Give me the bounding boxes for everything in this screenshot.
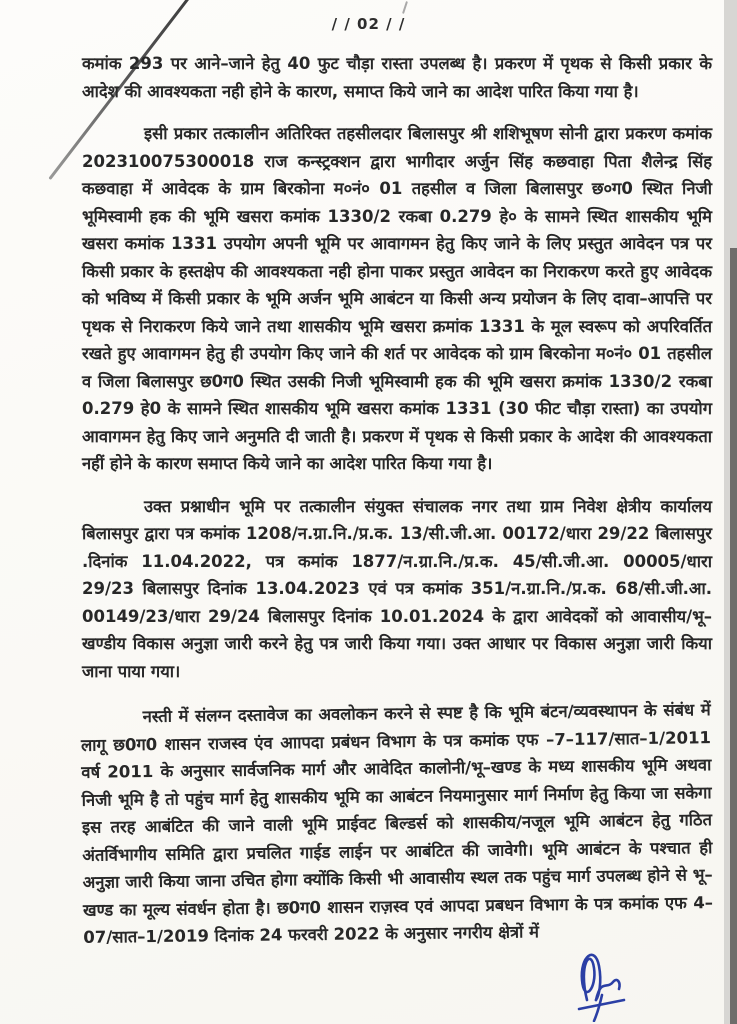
document-body [82, 50, 712, 963]
paragraph-3: उक्त प्रश्नाधीन भूमि पर तत्कालीन संयुक्त संचालक नगर तथा ग्राम निवेश क्षेत्रीय कार्यालय बिलासपुर द्वारा पत्र कमांक 1208/न.ग्रा.नि./प्र.क. 13/सी.जी.आ. 00172/धारा 29/22 बिलासपुर .दिनांक 11.04.2022, पत्र कमांक 1877/न.ग्रा.नि./प्र.क. 45/सी.जी.आ. 00005/धारा 29/23 बिलासपुर दिनांक 13.04.2023 एवं पत्र कमांक 351/न.ग्रा.नि./प्र.क. 68/सी.जी.आ. 00149/23/धारा 29/24 बिलासपुर दिनांक 10.01.2024 के द्वारा आवेदकों को आवासीय/भू–खण्डीय विकास अनुज्ञा जारी करने हेतु पत्र जारी किया गया। उक्त आधार पर विकास अनुज्ञा जारी किया जाना पाया गया। [82, 496, 712, 681]
page-number: / / 02 / / [331, 15, 406, 33]
paragraph-2: इसी प्रकार तत्कालीन अतिरिक्त तहसीलदार बिलासपुर श्री शशिभूषण सोनी द्वारा प्रकरण कमांक 202310075300018 राज कन्स्ट्रक्शन द्वारा भागीदार अर्जुन सिंह कछवाहा पिता शैलेन्द्र सिंह कछवाहा में आवेदक के ग्राम बिरकोना म०नं० 01 तहसील व जिला बिलासपुर छ०ग0 स्थित निजी भूमिस्वामी हक की भूमि खसरा कमांक 1330/2 रकबा 0.279 हे० के सामने स्थित शासकीय भूमि खसरा कमांक 1331 उपयोग अपनी भूमि पर आवागमन हेतु किए जाने के लिए प्रस्तुत आवेदन पत्र पर किसी प्रकार के हस्तक्षेप की आवश्यकता नही होना पाकर प्रस्तुत आवेदन का निराकरण करते हुए आवेदक को भविष्य में किसी प्रकार के भूमि अर्जन भूमि आबंटन या किसी अन्य प्रयोजन के लिए दावा–आपत्ति पर पृथक से निराकरण किये जाने तथा शासकीय भूमि खसरा क्रमांक 1331 के मूल स्वरूप को अपरिवर्तित रखते हुए आवागमन हेतु ही उपयोग किए जाने की शर्त पर आवेदक को ग्राम बिरकोना म०नं० 01 तहसील व जिला बिलासपुर छ0ग0 स्थित उसकी निजी भूमिस्वामी हक की भूमि खसरा क्रमांक 1330/2 रकबा 0.279 हे0 के सामने स्थित शासकीय भूमि खसरा कमांक 1331 (30 फीट चौड़ा रास्ता) का उपयोग आवागमन हेतु किए जाने अनुमति दी जाती है। प्रकरण में पृथक से किसी प्रकार के आदेश की आवश्यकता नहीं होने के कारण समाप्त किये जाने का आदेश पारित किया गया है। [82, 124, 712, 473]
scan-edge-dark-artifact [730, 248, 737, 1024]
paragraph-4: नस्ती में संलग्न दस्तावेज का अवलोकन करने से स्पष्ट है कि भूमि बंटन/व्यवस्थापन के संबंध में लागू छ0ग0 शासन राजस्व एंव आापदा प्रबंधन विभाग के पत्र कमांक एफ –7–117/सात–1/2011 वर्ष 2011 के अनुसार सार्वजनिक मार्ग और आवेदित कालोनी/भू–खण्ड के मध्य शासकीय भूमि अथवा निजी भूमि है तो पहुंच मार्ग हेतु शासकीय भूमि का आबंटन नियमानुसार मार्ग निर्माण हेतु किया जा सकेगा इस तरह आबंटित की जाने वाली भूमि प्राईवट बिल्डर्स को शासकीय/नजूल भूमि आबंटन हेतु गठित अंतर्विभागीय समिति द्वारा प्रचलित गाईड लाईन पर आबंटित की जावेगी। भूमि आबंटन के पश्चात ही अनुज्ञा जारी किया जाना उचित होगा क्योंकि किसी भी आवासीय स्थल तक पहुंच मार्ग उपलब्ध होने से भू–खण्ड का मूल्य संवर्धन होता है। छ0ग0 शासन राज़स्व एवं आपदा प्रबधन विभाग के पत्र कमांक एफ 4–07/सात–1/2019 दिनांक 24 फरवरी 2022 के अनुसार नगरीय क्षेत्रों में [80, 700, 714, 947]
paragraph-1: कमांक 293 पर आने–जाने हेतु 40 फुट चौड़ा रास्ता उपलब्ध है। प्रकरण में पृथक से किसी प्रकार के आदेश की आवश्यकता नही होने के कारण, समाप्त किये जाने का आदेश पारित किया गया है। [82, 54, 712, 101]
signature [553, 942, 651, 1022]
stray-ink-mark [402, 1, 408, 14]
